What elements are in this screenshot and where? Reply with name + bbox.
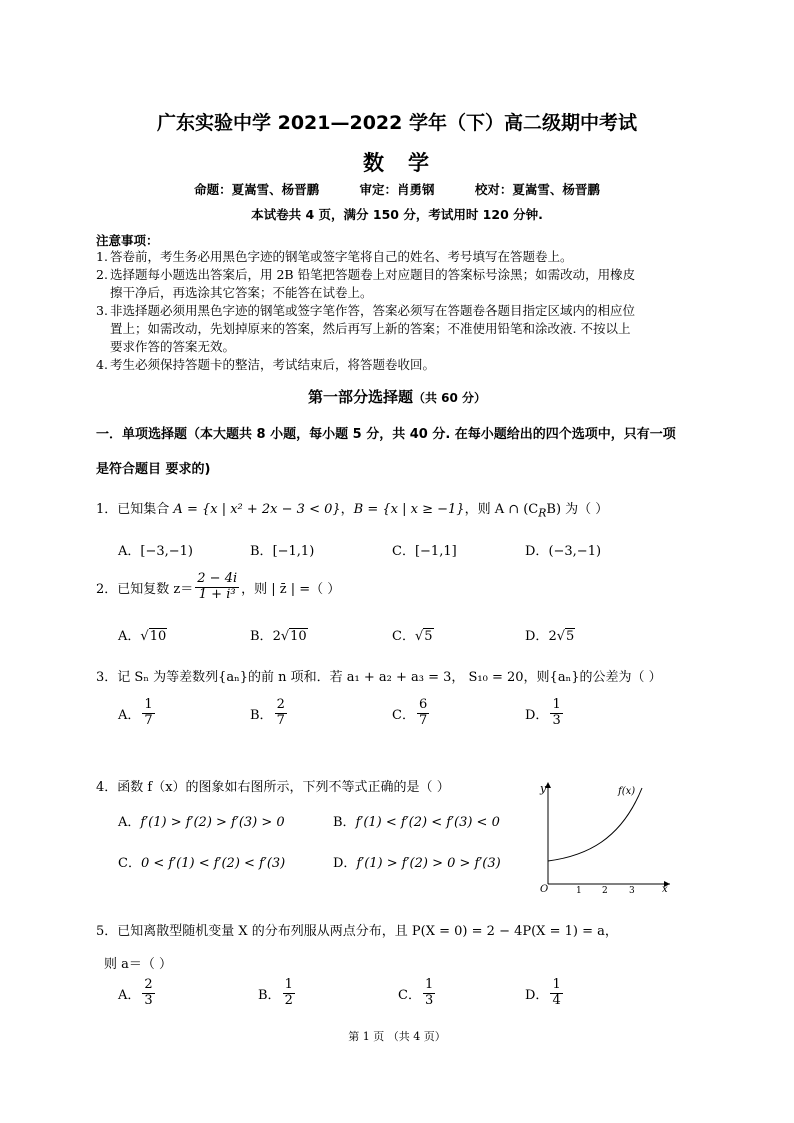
q1-option-a[interactable]: [118, 540, 193, 559]
authors-line: [0, 180, 794, 198]
denominator: 3: [424, 992, 434, 1008]
question-3: [96, 666, 662, 685]
notice-line: 非选择题必须用黑色字迹的钢笔或签字笔作答，答案必须写在答题卷各题目指定区域内的相应位: [110, 303, 636, 318]
section1-line2: 是符合题目 要求的): [96, 462, 211, 477]
question-number: 4．: [96, 780, 118, 795]
x-tick-3: 3: [629, 886, 635, 894]
q3-text: 记 Sₙ 为等差数列{aₙ}的前 n 项和．若 a₁ + a₂ + a₃ = 3， S₁₀ = 20，则{aₙ}的公差为（ ）: [117, 670, 662, 685]
option-text: [−3,−1): [140, 544, 193, 559]
option-radicand: 10: [149, 629, 167, 644]
option-label: D．: [525, 987, 549, 1003]
q5-option-d[interactable]: [525, 978, 565, 1009]
q4-option-a[interactable]: [118, 811, 285, 830]
notice-item-3: [96, 302, 635, 356]
option-label: B．: [250, 544, 273, 559]
q2-pre: 已知复数 z＝: [117, 581, 194, 597]
numerator: 2: [276, 697, 285, 712]
y-axis-label: y: [540, 782, 547, 795]
notice-num: 4.: [96, 357, 108, 372]
denominator: 2: [284, 992, 293, 1008]
setter: 命题：夏嵩雪、杨晋鹏: [194, 182, 320, 197]
q3-option-a[interactable]: [118, 698, 157, 729]
x-axis-label: x: [662, 884, 668, 894]
q2-option-a[interactable]: A．√10: [118, 629, 167, 644]
option-fraction: [283, 978, 295, 1009]
q2-denominator: 1 + i³: [198, 586, 236, 602]
option-fraction: [423, 978, 435, 1009]
option-label: B．: [258, 987, 281, 1003]
q3-option-b[interactable]: [250, 698, 289, 729]
option-label: D．: [525, 629, 549, 644]
q1-ask2: B) 为（ ）: [546, 502, 609, 517]
numerator: 2: [144, 977, 153, 992]
notice-line: 考生必须保持答题卡的整洁，考试结束后，将答题卷收回。: [110, 357, 436, 372]
option-label: A．: [118, 707, 141, 723]
x-tick-2: 2: [602, 886, 608, 894]
subject-char-1: 数: [363, 151, 386, 175]
option-label: B．: [250, 707, 273, 723]
option-fraction: [550, 698, 562, 729]
numerator: 6: [418, 697, 428, 712]
notice-item-2: [96, 266, 635, 302]
denominator: 3: [144, 992, 153, 1008]
notice-heading: 注意事项：: [96, 233, 159, 248]
denominator: 7: [418, 712, 428, 728]
option-label: C．: [398, 987, 421, 1003]
question-number: 3．: [96, 670, 118, 685]
origin-label: O: [540, 884, 549, 894]
denominator: 7: [276, 712, 285, 728]
notice-line: 置上；如需改动，先划掉原来的答案，然后再写上新的答案；不准使用铅笔和涂改液. 不按以上: [110, 321, 631, 336]
option-label: B．: [333, 815, 356, 830]
option-text: f′(1) > f′(2) > 0 > f′(3): [356, 856, 501, 871]
q5-text: 已知离散型随机变量 X 的分布列服从两点分布，且 P(X = 0) = 2 − 4P(X = 1) = a，: [117, 924, 618, 939]
subject-char-2: 学: [408, 151, 431, 175]
question-number: 2．: [96, 581, 118, 597]
exam-info: 本试卷共 4 页，满分 150 分，考试用时 120 分钟.: [251, 207, 543, 222]
numerator: 1: [552, 977, 561, 992]
option-label: D．: [525, 544, 549, 559]
denominator: 4: [552, 992, 561, 1008]
x-tick-1: 1: [576, 886, 582, 894]
option-coef: 2: [272, 629, 281, 644]
part1-title: 第一部分选择题: [307, 388, 413, 406]
q1-set-a: A = {x | x² + 2x − 3 < 0}: [173, 502, 341, 517]
q2-numerator: 2 − 4i: [197, 571, 238, 586]
option-label: D．: [525, 707, 549, 723]
option-label: A．: [118, 815, 141, 830]
option-text: 0 < f′(1) < f′(2) < f′(3): [140, 856, 286, 871]
question-2: [96, 572, 340, 603]
q2-option-b[interactable]: B．2√10: [250, 629, 307, 644]
curve-label: f(x): [618, 786, 636, 797]
q2-option-c[interactable]: C．√5: [392, 629, 433, 644]
question-4: [96, 776, 450, 795]
option-label: A．: [118, 544, 141, 559]
notice-line: 答卷前，考生务必用黑色字迹的钢笔或签字笔将自己的姓名、考号填写在答题卷上。: [110, 249, 573, 264]
notice-line: 要求作答的答案无效。: [110, 339, 236, 354]
denominator: 7: [144, 712, 153, 728]
notice-line: 擦干净后，再选涂其它答案；不能答在试卷上。: [110, 285, 373, 300]
q5-option-b[interactable]: [258, 978, 297, 1009]
notice-num: 3.: [96, 303, 108, 318]
exam-title: 广东实验中学 2021—2022 学年（下）高二级期中考试: [157, 112, 637, 134]
notice-line: 选择题每小题选出答案后，用 2B 铅笔把答题卷上对应题目的答案标号涂黑；如需改动，用橡皮: [110, 267, 636, 282]
question-number: 1．: [96, 502, 118, 517]
q1-comma: ，: [340, 502, 354, 517]
option-text: f′(1) > f′(2) > f′(3) > 0: [140, 815, 285, 830]
denominator: 3: [552, 712, 561, 728]
notice-item-1: [96, 248, 573, 266]
option-label: A．: [118, 987, 141, 1003]
option-text: (−3,−1): [548, 544, 602, 559]
q4-option-c[interactable]: [118, 852, 285, 871]
function-curve: [548, 788, 642, 861]
q4-text: 函数 f（x）的图象如右图所示，下列不等式正确的是（ ）: [117, 780, 450, 795]
section1-line1: 一．单项选择题（本大题共 8 小题，每小题 5 分，共 40 分. 在每小题给出的四个选项中，只有一项: [96, 427, 676, 442]
notice-num: 2.: [96, 267, 108, 282]
option-label: C．: [392, 544, 415, 559]
option-radicand: 5: [566, 629, 575, 644]
q1-ask: ，则 A ∩ (C: [464, 502, 539, 517]
proofreader: 校对：夏嵩雪、杨晋鹏: [474, 182, 600, 197]
q2-fraction: [195, 572, 239, 603]
q1-option-c[interactable]: [392, 540, 457, 559]
question-number: 5．: [96, 924, 118, 939]
numerator: 1: [552, 697, 561, 712]
q2-post: ，则 | z̄ | =（ ）: [241, 581, 341, 597]
option-label: C．: [392, 629, 415, 644]
q1-option-b[interactable]: [250, 540, 314, 559]
option-label: B．: [250, 629, 273, 644]
option-coef: 2: [548, 629, 557, 644]
question-1: [96, 498, 608, 520]
option-fraction: [142, 698, 154, 729]
q3-option-c[interactable]: [392, 698, 431, 729]
option-label: A．: [118, 629, 141, 644]
q2-option-d[interactable]: D．2√5: [525, 629, 575, 644]
option-fraction: [142, 978, 154, 1009]
option-label: C．: [118, 856, 141, 871]
q4-option-d[interactable]: [333, 852, 501, 871]
option-text: [−1,1): [272, 544, 315, 559]
option-fraction: [417, 698, 429, 729]
reviewer: 审定：肖勇钢: [359, 182, 435, 197]
option-fraction: [275, 698, 287, 729]
q4-function-graph: [536, 778, 672, 894]
option-label: D．: [333, 856, 357, 871]
option-text: [−1,1]: [414, 544, 457, 559]
option-label: C．: [392, 707, 415, 723]
q1-sub: R: [538, 506, 547, 520]
page-footer: 第 1 页 （共 4 页）: [348, 1030, 446, 1043]
option-fraction: [550, 978, 562, 1009]
numerator: 1: [424, 977, 434, 992]
q5-option-a[interactable]: [118, 978, 157, 1009]
notice-item-4: [96, 356, 435, 374]
option-radicand: 10: [290, 629, 307, 644]
q1-option-d[interactable]: [525, 540, 601, 559]
notice-num: 1.: [96, 249, 108, 264]
q5-option-c[interactable]: [398, 978, 437, 1009]
numerator: 1: [284, 977, 293, 992]
question-5: [96, 920, 618, 939]
q1-set-b: B = {x | x ≥ −1}: [353, 502, 465, 517]
option-text: f′(1) < f′(2) < f′(3) < 0: [355, 815, 500, 830]
option-radicand: 5: [424, 629, 433, 644]
q3-option-d[interactable]: [525, 698, 565, 729]
numerator: 1: [144, 697, 153, 712]
subject-title: [0, 147, 794, 177]
q1-pre: 已知集合: [117, 502, 174, 517]
part1-heading: [0, 386, 794, 407]
part1-score: （共 60 分）: [412, 391, 487, 405]
q4-option-b[interactable]: [333, 811, 500, 830]
q5-text-2: 则 a＝（ ）: [104, 957, 173, 972]
